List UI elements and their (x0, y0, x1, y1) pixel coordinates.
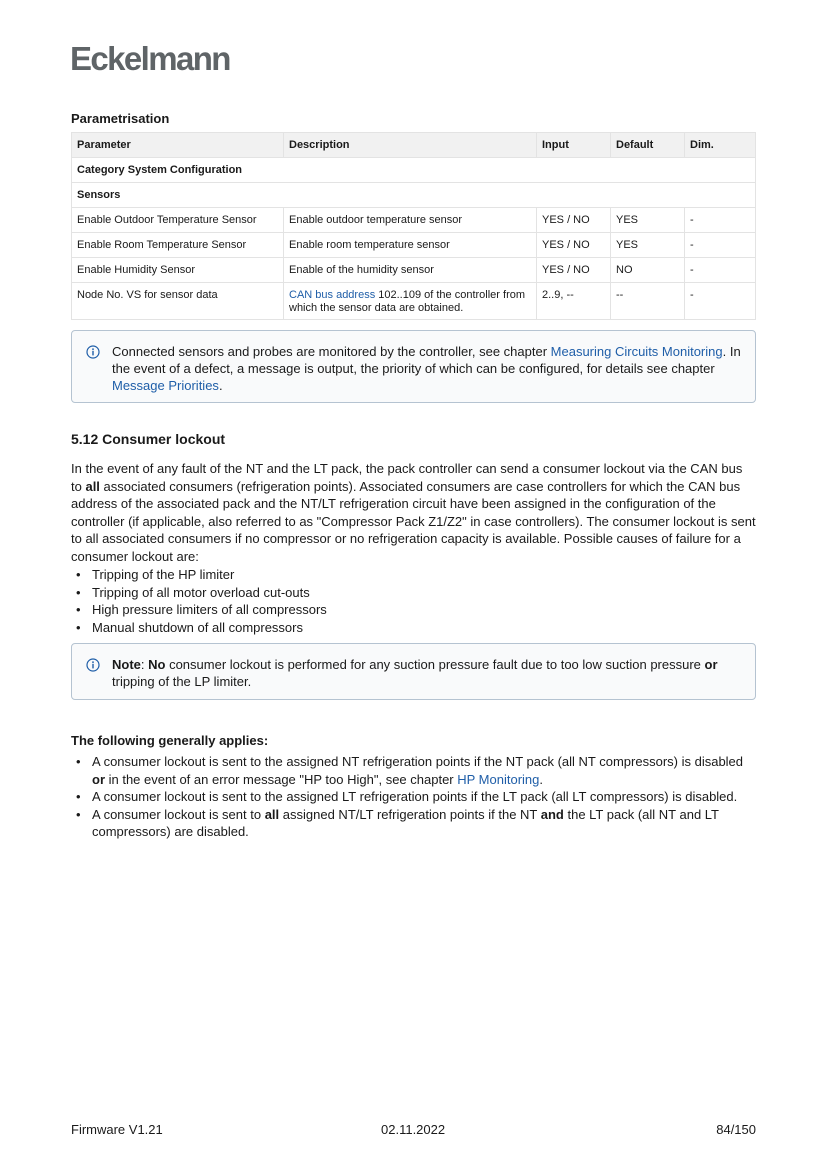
paragraph-text: associated consumers (refrigeration points). Associated consumers are case controllers for which the CAN bus address of the associated pack and the NT/LT refrigeration circuit have been assigned in the configuration of the controller (if applicable, also referred to as "Compressor Pack Z1/Z2" in case controllers). The consumer lockout is sent to all associated consumers if no compressor or no refrigeration capacity is available. Possible causes of failure for a consumer lockout are: (71, 478, 756, 564)
rule-bold: all (264, 806, 280, 822)
note-bold: or (704, 657, 718, 672)
list-item: • High pressure limiters of all compressors (71, 601, 756, 619)
note-text: : (140, 657, 149, 672)
column-header-description: Description (284, 133, 537, 158)
category-row (72, 158, 756, 183)
cell-description (284, 283, 537, 320)
general-rules-heading: The following generally applies: (71, 733, 269, 748)
cell-input: YES / NO (537, 233, 611, 258)
note-text: consumer lockout is performed for any suction pressure fault due to too low suction pressure (165, 657, 705, 672)
rule-text: A consumer lockout is sent to the assigned LT refrigeration points if the LT pack (all LT compressors) is disabled. (92, 789, 738, 804)
info-note-suction-pressure (71, 643, 756, 700)
list-item: • Manual shutdown of all compressors (71, 619, 756, 637)
footer-date: 02.11.2022 (381, 1122, 446, 1137)
column-header-dim: Dim. (685, 133, 756, 158)
parameter-table (71, 132, 756, 320)
column-header-default: Default (611, 133, 685, 158)
note-text: . In the event of a defect, a message is output, the priority of which can be configured, for details see chapter (112, 344, 741, 376)
cell-default: YES (611, 233, 685, 258)
parametrisation-heading: Parametrisation (71, 111, 170, 126)
rule-text: A consumer lockout is sent to (92, 806, 265, 822)
list-item: • Tripping of the HP limiter (71, 566, 756, 584)
footer-page-number: 84/150 (716, 1122, 756, 1137)
cell-parameter: Enable Room Temperature Sensor (72, 233, 284, 258)
table-row (72, 208, 756, 233)
table-row (72, 258, 756, 283)
failure-causes-list (71, 566, 756, 636)
cell-default: YES (611, 208, 685, 233)
rule-text: assigned NT/LT refrigeration points if the NT (279, 806, 541, 822)
rule-bold: or (92, 771, 105, 787)
column-header-input: Input (537, 133, 611, 158)
rule-bold: and (540, 806, 564, 822)
group-label: Sensors (72, 183, 756, 208)
cell-input: YES / NO (537, 258, 611, 283)
info-note-sensors (71, 330, 756, 403)
rule-text: . (539, 771, 544, 787)
paragraph-bold: all (85, 478, 100, 494)
cell-parameter: Node No. VS for sensor data (72, 283, 284, 320)
list-item (71, 788, 756, 806)
consumer-lockout-paragraph (71, 460, 756, 565)
rule-text: the LT pack (all NT and LT compressors) are disabled. (92, 806, 719, 839)
table-header-row (72, 133, 756, 158)
rule-text: A consumer lockout is sent to the assigned NT refrigeration points if the NT pack (all NT compressors) is disabled (92, 754, 744, 769)
info-icon (86, 658, 100, 672)
note-label: Note (112, 657, 141, 672)
column-header-parameter: Parameter (72, 133, 284, 158)
cell-dim: - (685, 283, 756, 320)
message-priorities-link[interactable]: Message Priorities (112, 378, 219, 393)
eckelmann-logo: Eckelmann (70, 40, 230, 77)
cell-input: YES / NO (537, 208, 611, 233)
cell-parameter: Enable Humidity Sensor (72, 258, 284, 283)
cell-default: NO (611, 258, 685, 283)
note-text: Connected sensors and probes are monitored by the controller, see chapter (112, 344, 551, 359)
section-heading-consumer-lockout: 5.12 Consumer lockout (71, 431, 226, 447)
note-bold: No (148, 657, 166, 672)
note-text: tripping of the LP limiter. (112, 674, 252, 689)
measuring-circuits-monitoring-link[interactable]: Measuring Circuits Monitoring (550, 344, 723, 359)
paragraph-text: In the event of any fault of the NT and the LT pack, the pack controller can send a consumer lockout via the CAN bus to (71, 461, 743, 494)
general-rules-list (71, 753, 756, 841)
cell-dim: - (685, 208, 756, 233)
list-item (71, 806, 756, 841)
cell-dim: - (685, 233, 756, 258)
group-row (72, 183, 756, 208)
cell-dim: - (685, 258, 756, 283)
table-row (72, 233, 756, 258)
category-label: Category System Configuration (72, 158, 756, 183)
cell-default: -- (611, 283, 685, 320)
info-icon (86, 345, 100, 359)
list-item: • Tripping of all motor overload cut-outs (71, 584, 756, 602)
rule-text: in the event of an error message "HP too High", see chapter (105, 771, 458, 787)
description-text: 102..109 of the controller from which the sensor data are obtained. (289, 289, 526, 314)
footer-firmware: Firmware V1.21 (71, 1122, 163, 1137)
cell-parameter: Enable Outdoor Temperature Sensor (72, 208, 284, 233)
cell-input: 2..9, -- (537, 283, 611, 320)
cell-description: Enable of the humidity sensor (284, 258, 537, 283)
hp-monitoring-link[interactable]: HP Monitoring (457, 771, 540, 787)
list-item (71, 753, 756, 788)
cell-description: Enable outdoor temperature sensor (284, 208, 537, 233)
cell-description: Enable room temperature sensor (284, 233, 537, 258)
note-text: . (218, 378, 223, 393)
can-bus-address-link[interactable]: CAN bus address (289, 289, 376, 301)
table-row (72, 283, 756, 320)
